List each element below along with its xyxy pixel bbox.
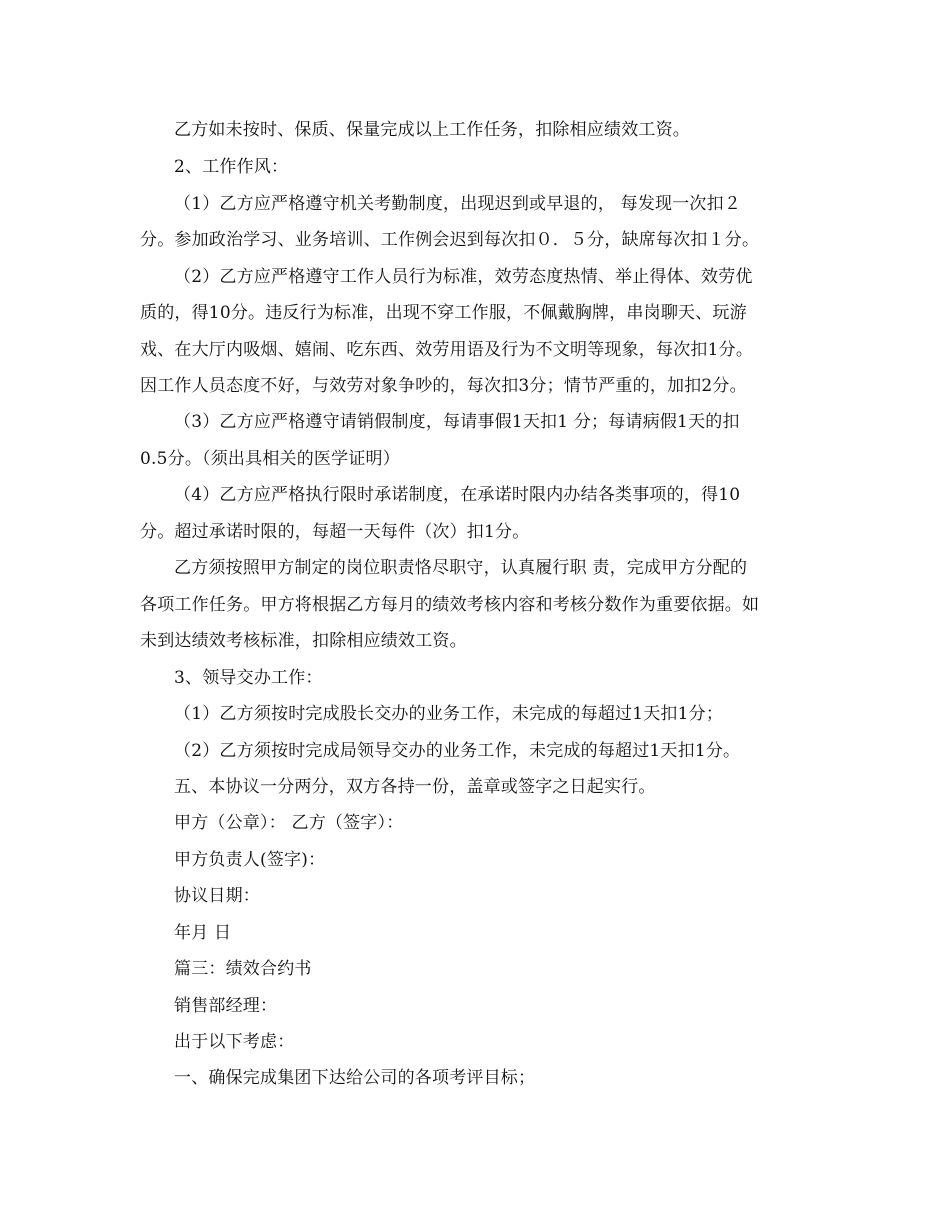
date-label: 协议日期： <box>174 886 260 906</box>
paragraph-line: （3）乙方应严格遵守请销假制度，每请事假1天扣1 分；每请病假1天的扣 <box>174 412 740 432</box>
paragraph-line: 各项工作任务。甲方将根据乙方每月的绩效考核内容和考核分数作为重要依据。如 <box>140 595 760 615</box>
paragraph-line: 未到达绩效考核标准，扣除相应绩效工资。 <box>140 631 467 651</box>
signature-line: 甲方负责人(签字)： <box>174 850 326 870</box>
paragraph-line: 质的，得10分。违反行为标准，出现不穿工作服，不佩戴胸牌，串岗聊天、玩游 <box>140 303 747 323</box>
paragraph-line: （4）乙方应严格执行限时承诺制度，在承诺时限内办结各类事项的，得10 <box>174 485 741 505</box>
paragraph-line: 出于以下考虑： <box>174 1032 295 1052</box>
section-heading: 2、工作作风： <box>174 157 289 177</box>
paragraph-line: 一、确保完成集团下达给公司的各项考评目标； <box>174 1068 536 1088</box>
paragraph-line: （2）乙方应严格遵守工作人员行为标准，效劳态度热情、举止得体、效劳优 <box>174 267 753 287</box>
paragraph-line: 乙方须按照甲方制定的岗位职责恪尽职守，认真履行职 责，完成甲方分配的 <box>174 558 748 578</box>
date-value: 年月 日 <box>174 923 232 943</box>
paragraph-line: （2）乙方须按时完成局领导交办的业务工作，未完成的每超过1天扣1分。 <box>174 741 741 761</box>
section-title: 篇三：绩效合约书 <box>174 959 312 979</box>
paragraph-line: 0.5分。（须出具相关的医学证明） <box>140 449 400 469</box>
paragraph-line: 五、本协议一分两分，双方各持一份，盖章或签字之日起实行。 <box>174 777 656 797</box>
paragraph-line: （1）乙方须按时完成股长交办的业务工作，未完成的每超过1天扣1分； <box>174 704 724 724</box>
paragraph-line: 销售部经理： <box>174 996 278 1016</box>
paragraph-line: 乙方如未按时、保质、保量完成以上工作任务，扣除相应绩效工资。 <box>174 120 690 140</box>
paragraph-line: 戏、在大厅内吸烟、嬉闹、吃东西、效劳用语及行为不文明等现象，每次扣1分。 <box>140 340 754 360</box>
signature-line: 甲方（公章）： 乙方（签字）： <box>174 813 404 833</box>
paragraph-line: （1）乙方应严格遵守机关考勤制度，出现迟到或早退的， 每发现一次扣２ <box>174 194 742 214</box>
section-heading: 3、领导交办工作： <box>174 668 323 688</box>
paragraph-line: 分。超过承诺时限的，每超一天每件（次）扣1分。 <box>140 522 530 542</box>
paragraph-line: 因工作人员态度不好，与效劳对象争吵的，每次扣3分；情节严重的，加扣2分。 <box>140 376 747 396</box>
paragraph-line: 分。参加政治学习、业务培训、工作例会迟到每次扣０．５分，缺席每次扣１分。 <box>140 230 760 250</box>
